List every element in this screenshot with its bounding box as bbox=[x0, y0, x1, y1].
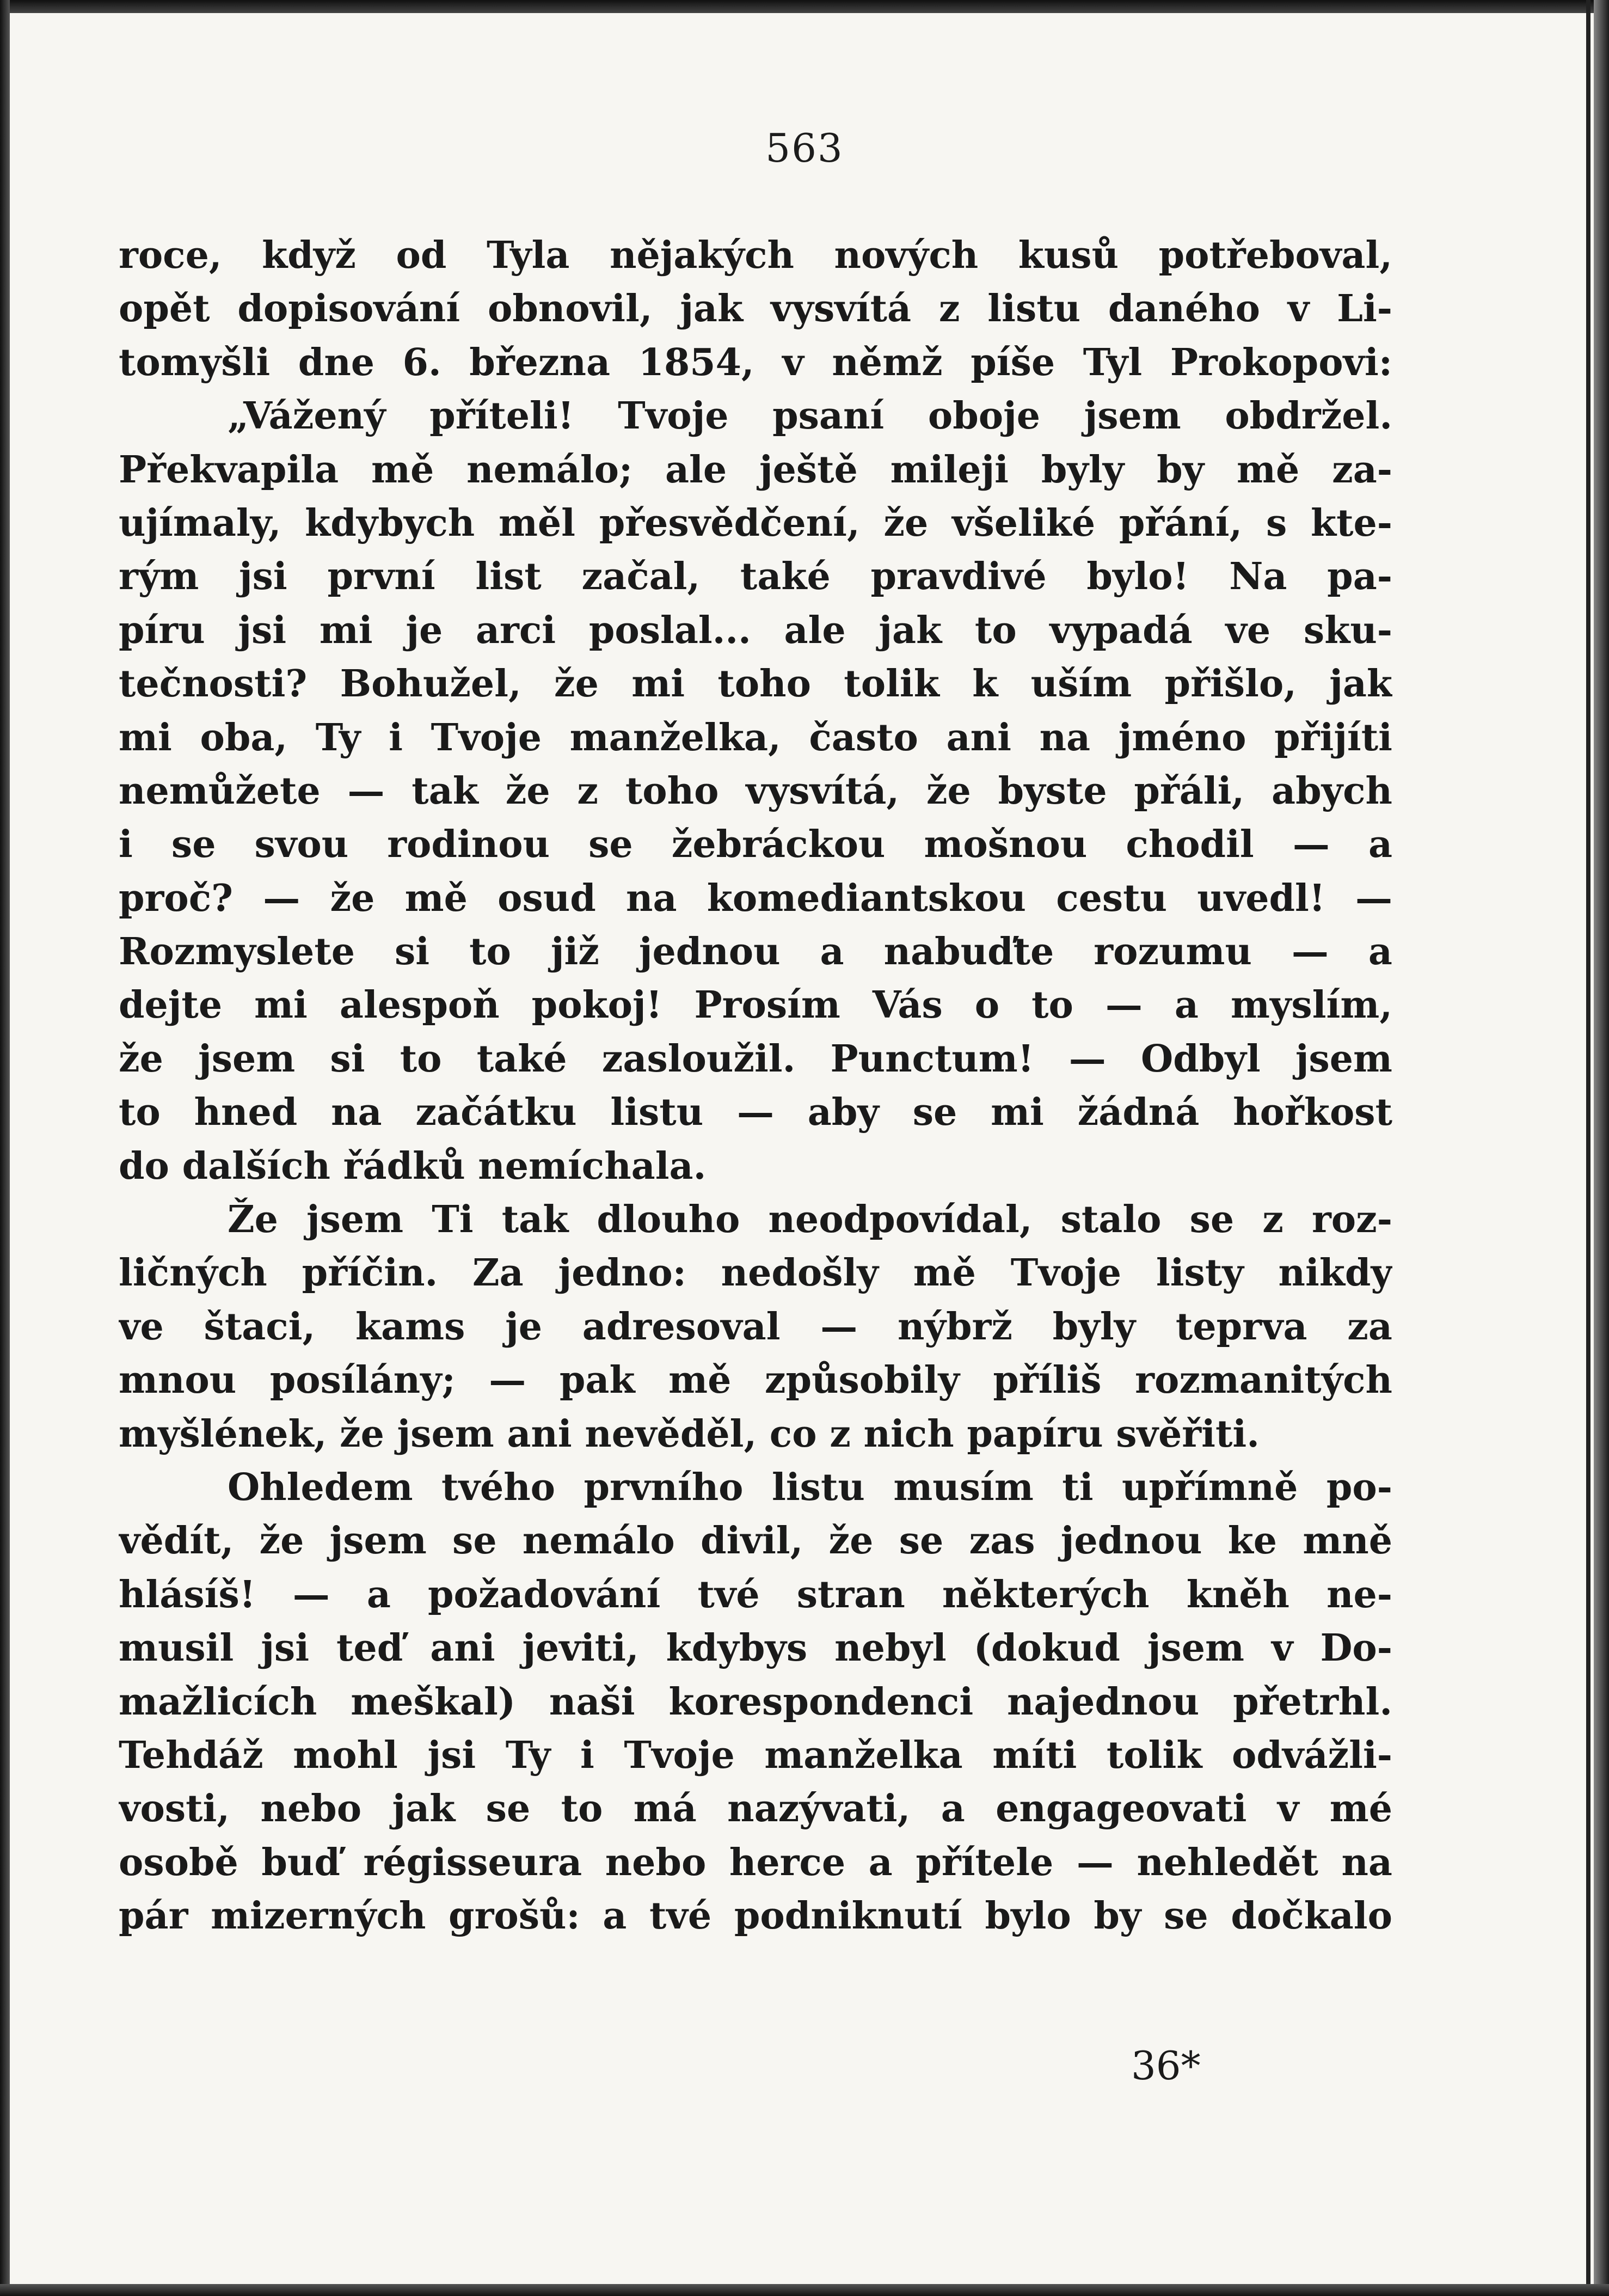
text-line: i se svou rodinou se žebráckou mošnou chodil — a bbox=[119, 823, 1392, 867]
page-number: 563 bbox=[765, 125, 844, 171]
text-line: hlásíš! — a požadování tvé stran některých kněh ne- bbox=[119, 1572, 1392, 1617]
text-line: mi oba, Ty i Tvoje manželka, často ani na jméno přijíti bbox=[119, 715, 1392, 760]
scan-border-top bbox=[0, 0, 1609, 13]
text-line: „Vážený příteli! Tvoje psaní oboje jsem obdržel. bbox=[228, 394, 1392, 438]
text-line: Tehdáž mohl jsi Ty i Tvoje manželka míti tolik odvážli- bbox=[119, 1733, 1392, 1777]
text-line: ličných příčin. Za jedno: nedošly mě Tvoje listy nikdy bbox=[119, 1251, 1392, 1295]
text-line: Rozmyslete si to již jednou a nabuďte rozumu — a bbox=[119, 930, 1392, 974]
text-line: vosti, nebo jak se to má nazývati, a engageovati v mé bbox=[119, 1787, 1392, 1831]
printer-signature-mark: 36* bbox=[1131, 2043, 1201, 2089]
text-line: mnou posílány; — pak mě způsobily příliš rozmanitých bbox=[119, 1358, 1392, 1403]
text-line: tomyšli dne 6. března 1854, v němž píše Tyl Prokopovi: bbox=[119, 340, 1392, 384]
scan-border-left bbox=[0, 0, 10, 2296]
text-line: do dalších řádků nemíchala. bbox=[119, 1144, 707, 1188]
text-line: Překvapila mě nemálo; ale ještě mileji byly by mě za- bbox=[119, 448, 1392, 492]
scan-border-right-inner bbox=[1586, 0, 1590, 2296]
text-line: myšlének, že jsem ani nevěděl, co z nich papíru svěřiti. bbox=[119, 1412, 1260, 1456]
text-line: že jsem si to také zasloužil. Punctum! — Odbyl jsem bbox=[119, 1037, 1392, 1081]
body-text bbox=[119, 229, 1392, 1943]
text-line: dejte mi alespoň pokoj! Prosím Vás o to — a myslím, bbox=[119, 983, 1392, 1027]
text-line: Ohledem tvého prvního listu musím ti upřímně po- bbox=[228, 1465, 1392, 1509]
scan-border-right bbox=[1594, 0, 1609, 2296]
text-line: nemůžete — tak že z toho vysvítá, že byste přáli, abych bbox=[119, 769, 1392, 813]
text-line: musil jsi teď ani jeviti, kdybys nebyl (dokud jsem v Do- bbox=[119, 1626, 1392, 1670]
text-line: to hned na začátku listu — aby se mi žádná hořkost bbox=[119, 1091, 1392, 1135]
text-line: píru jsi mi je arci poslal... ale jak to vypadá ve sku- bbox=[119, 608, 1392, 652]
text-line: proč? — že mě osud na komediantskou cestu uvedl! — bbox=[119, 876, 1392, 920]
text-line: tečnosti? Bohužel, že mi toho tolik k uším přišlo, jak bbox=[119, 662, 1392, 706]
text-line: osobě buď régisseura nebo herce a přítele — nehledět na bbox=[119, 1840, 1392, 1884]
text-line: opět dopisování obnovil, jak vysvítá z listu daného v Li- bbox=[119, 287, 1392, 331]
text-line: rým jsi první list začal, také pravdivé bylo! Na pa- bbox=[119, 555, 1392, 599]
text-line: roce, když od Tyla nějakých nových kusů potřeboval, bbox=[119, 234, 1392, 277]
text-line: vědít, že jsem se nemálo divil, že se zas jednou ke mně bbox=[119, 1519, 1392, 1563]
text-line: ujímaly, kdybych měl přesvědčení, že všeliké přání, s kte- bbox=[119, 501, 1392, 545]
text-line: mažlicích meškal) naši korespondenci najednou přetrhl. bbox=[119, 1680, 1392, 1724]
text-line: pár mizerných grošů: a tvé podniknutí bylo by se dočkalo bbox=[119, 1894, 1392, 1938]
scan-border-bottom bbox=[0, 2284, 1609, 2296]
text-line: Že jsem Ti tak dlouho neodpovídal, stalo se z roz- bbox=[228, 1198, 1392, 1242]
text-line: ve štaci, kams je adresoval — nýbrž byly teprva za bbox=[119, 1305, 1392, 1349]
